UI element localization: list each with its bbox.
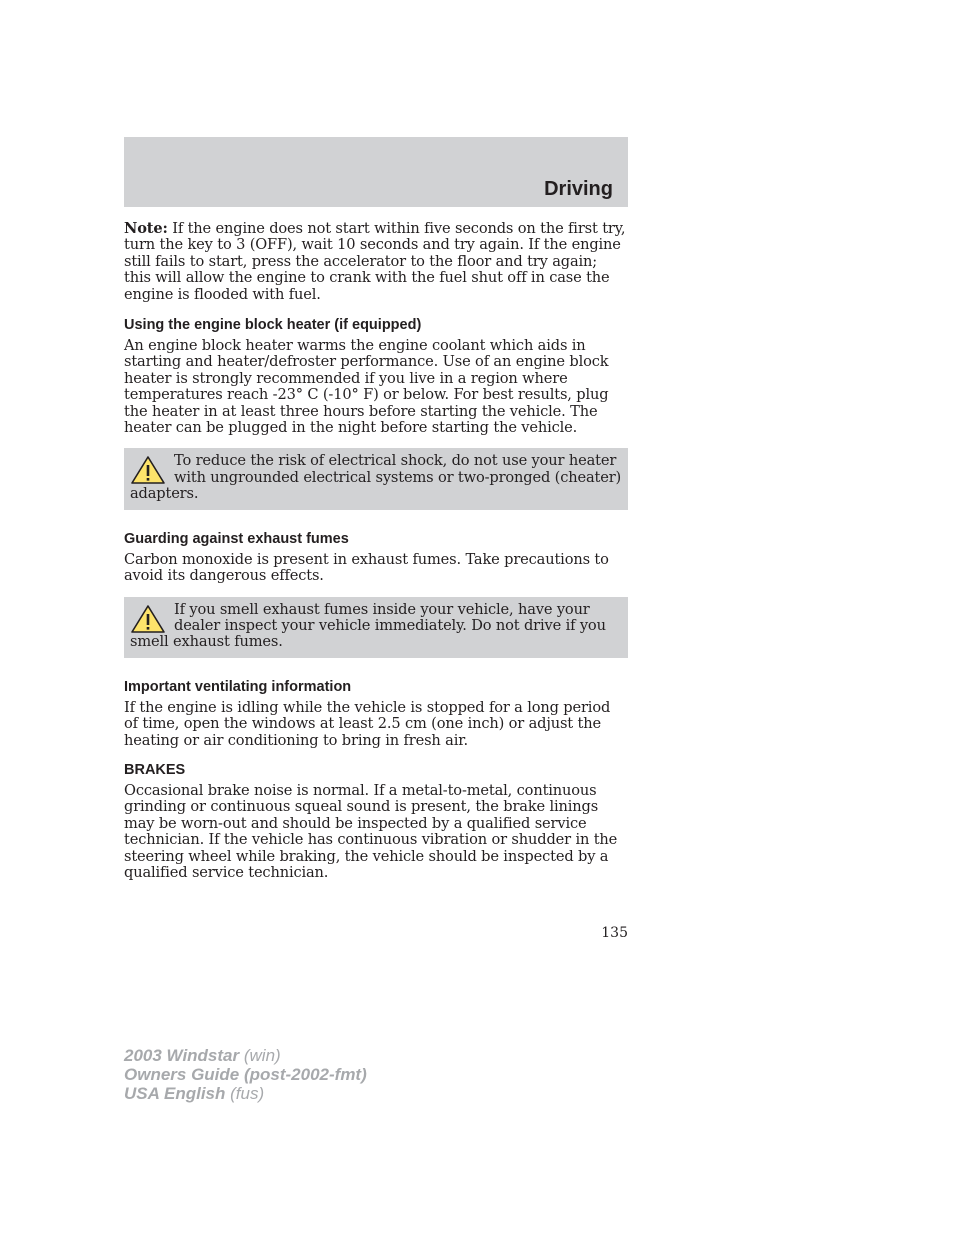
paragraph-brakes: Occasional brake noise is normal. If a metal-to-metal, continuous grinding or continuous squeal sound is present, the brake linings may be worn-out and should be inspected by a qualified service technician. If the vehicle has continuous vibration or shudder in the steering wheel while braking, the vehicle should be inspected by a qualified service technician. <box>124 781 618 881</box>
footer-model-code: (win) <box>239 1046 281 1065</box>
note-label: Note: <box>124 220 168 237</box>
warning-box-exhaust <box>124 597 628 658</box>
heading-exhaust-fumes: Guarding against exhaust fumes <box>124 530 349 547</box>
paragraph-ventilating: If the engine is idling while the vehicle is stopped for a long period of time, open the windows at least 2.5 cm (one inch) or adjust the heating or air conditioning to bring in fresh air. <box>124 698 611 749</box>
footer-line-guide <box>124 1065 367 1084</box>
warning-triangle-icon <box>130 455 166 485</box>
warning-triangle-icon <box>130 604 166 634</box>
page-number: 135 <box>601 925 628 941</box>
heading-block-heater: Using the engine block heater (if equipped) <box>124 317 422 334</box>
footer-language: USA English <box>124 1084 226 1103</box>
note-text: If the engine does not start within five seconds on the first try, turn the key to 3 (OFF), wait 10 seconds and try again. If the engine still fails to start, press the accelerator to the floor and try again; this will allow the engine to crank with the fuel shut off in case the engine is flooded with fuel. <box>124 220 626 303</box>
footer-guide: Owners Guide (post-2002-fmt) <box>124 1065 367 1084</box>
footer-doc-info <box>124 1046 367 1103</box>
section-title: Driving <box>544 178 613 200</box>
warning-text-exhaust: If you smell exhaust fumes inside your vehicle, have your dealer inspect your vehicle immediately. Do not drive if you smell exhaust fumes. <box>130 600 606 651</box>
footer-language-code: (fus) <box>225 1084 265 1103</box>
heading-brakes: BRAKES <box>124 761 186 778</box>
footer-model: 2003 Windstar <box>124 1046 240 1065</box>
footer-line-language <box>124 1084 367 1103</box>
warning-text-electrical: To reduce the risk of electrical shock, do not use your heater with ungrounded electrical systems or two-pronged (cheater) adapters. <box>130 452 622 503</box>
paragraph-exhaust-fumes: Carbon monoxide is present in exhaust fumes. Take precautions to avoid its dangerous effects. <box>124 550 609 585</box>
warning-box-electrical <box>124 448 628 509</box>
footer-line-model <box>124 1046 367 1065</box>
header-band <box>124 137 628 207</box>
paragraph-block-heater: An engine block heater warms the engine coolant which aids in starting and heater/defroster performance. Use of an engine block heater is strongly recommended if you live in a region where temperatures reach -23° C (-10° F) or below. For best results, plug the heater in at least three hours before starting the vehicle. The heater can be plugged in the night before starting the vehicle. <box>124 337 609 437</box>
note-paragraph <box>124 221 628 303</box>
heading-ventilating: Important ventilating information <box>124 678 352 695</box>
page-content <box>124 221 628 881</box>
